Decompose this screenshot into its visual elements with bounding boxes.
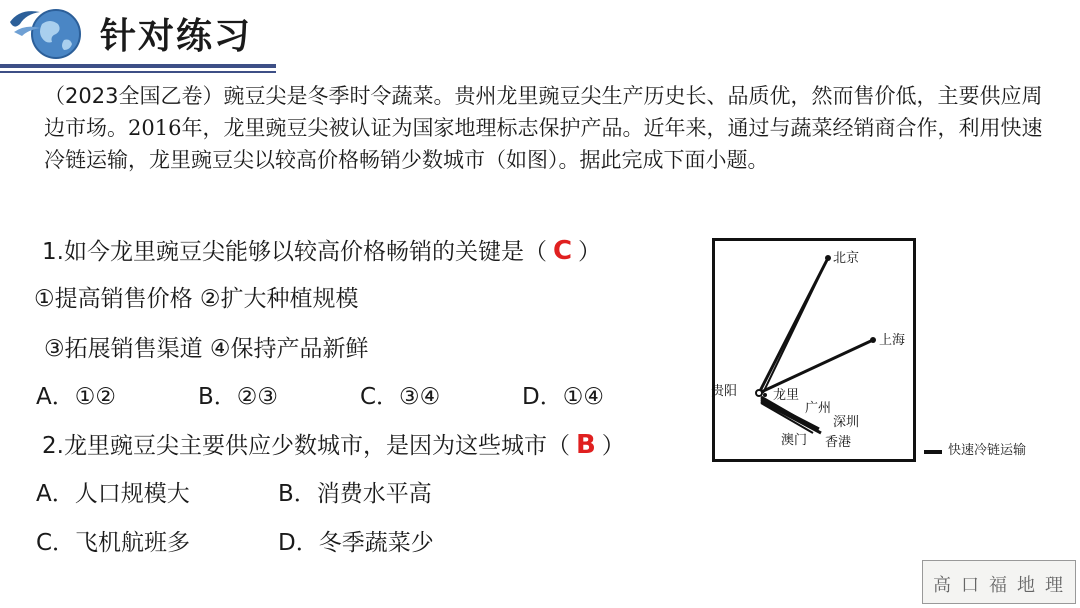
question-2-close: ）	[601, 433, 625, 459]
stamp-char-4: 地	[1017, 575, 1035, 596]
title-underline-thin	[0, 71, 276, 73]
city-label-shanghai: 上海	[879, 333, 906, 348]
page-title: 针对练习	[100, 16, 253, 57]
city-dot-longli	[763, 393, 767, 397]
question-1-option-d: D．①④	[522, 384, 604, 410]
question-1-close: ）	[578, 239, 602, 265]
watermark-stamp	[922, 560, 1076, 604]
question-1-option-b: B．②③	[198, 384, 279, 410]
city-label-shenzhen: 深圳	[833, 415, 860, 430]
city-dot-beijing	[825, 255, 831, 261]
question-source: （2023全国乙卷）	[44, 84, 224, 108]
stamp-char-3: 福	[989, 575, 1007, 596]
city-label-beijing: 北京	[833, 251, 860, 266]
city-label-macau: 澳门	[781, 433, 808, 448]
intro-text: 豌豆尖是冬季时令蔬菜。贵州龙里豌豆尖生产历史长、品质优，然而售价低，主要供应周边市场。2016年，龙里豌豆尖被认证为国家地理标志保护产品。近年来，通过与蔬菜经销商合作，利用快速冷链运输，龙里豌豆尖以较高价格畅销少数城市（如图）。据此完成下面小题。	[44, 84, 1043, 172]
question-2-option-a: A．人口规模大	[36, 481, 190, 507]
question-1-option-c: C．③④	[360, 384, 441, 410]
question-1-option-a: A．①②	[36, 384, 116, 410]
city-label-guangzhou: 广州	[805, 401, 832, 416]
city-label-hongkong: 香港	[825, 435, 852, 450]
question-2-option-c: C．飞机航班多	[36, 530, 191, 556]
question-2	[42, 430, 625, 461]
city-dot-shanghai	[870, 337, 876, 343]
stamp-char-1: 高	[933, 575, 951, 596]
question-1-stem: 1.如今龙里豌豆尖能够以较高价格畅销的关键是（	[42, 239, 547, 265]
question-2-option-d: D．冬季蔬菜少	[278, 530, 434, 556]
stamp-char-5: 理	[1045, 575, 1063, 596]
question-2-option-b: B．消费水平高	[278, 481, 432, 507]
question-1-items-line1: ①提高销售价格 ②扩大种植规模	[34, 286, 359, 312]
route-beijing-2	[763, 258, 828, 393]
map-routes	[715, 241, 913, 459]
question-2-stem: 2.龙里豌豆尖主要供应少数城市，是因为这些城市（	[42, 433, 570, 459]
title-underline	[0, 64, 276, 68]
stamp-char-2: 口	[961, 575, 979, 596]
question-2-answer: B	[575, 430, 596, 460]
globe-logo-icon	[8, 2, 88, 62]
question-1-items-line2: ③拓展销售渠道 ④保持产品新鲜	[44, 336, 369, 362]
city-label-guiyang: 贵阳	[711, 384, 738, 399]
city-label-longli: 龙里	[773, 388, 800, 403]
city-dot-guiyang	[756, 390, 762, 396]
question-1-answer: C	[552, 236, 573, 266]
legend-line-icon	[924, 450, 942, 454]
question-1	[42, 236, 601, 267]
map-legend: 快速冷链运输	[948, 443, 1027, 458]
cold-chain-map	[712, 238, 916, 462]
intro-paragraph	[44, 80, 1044, 176]
